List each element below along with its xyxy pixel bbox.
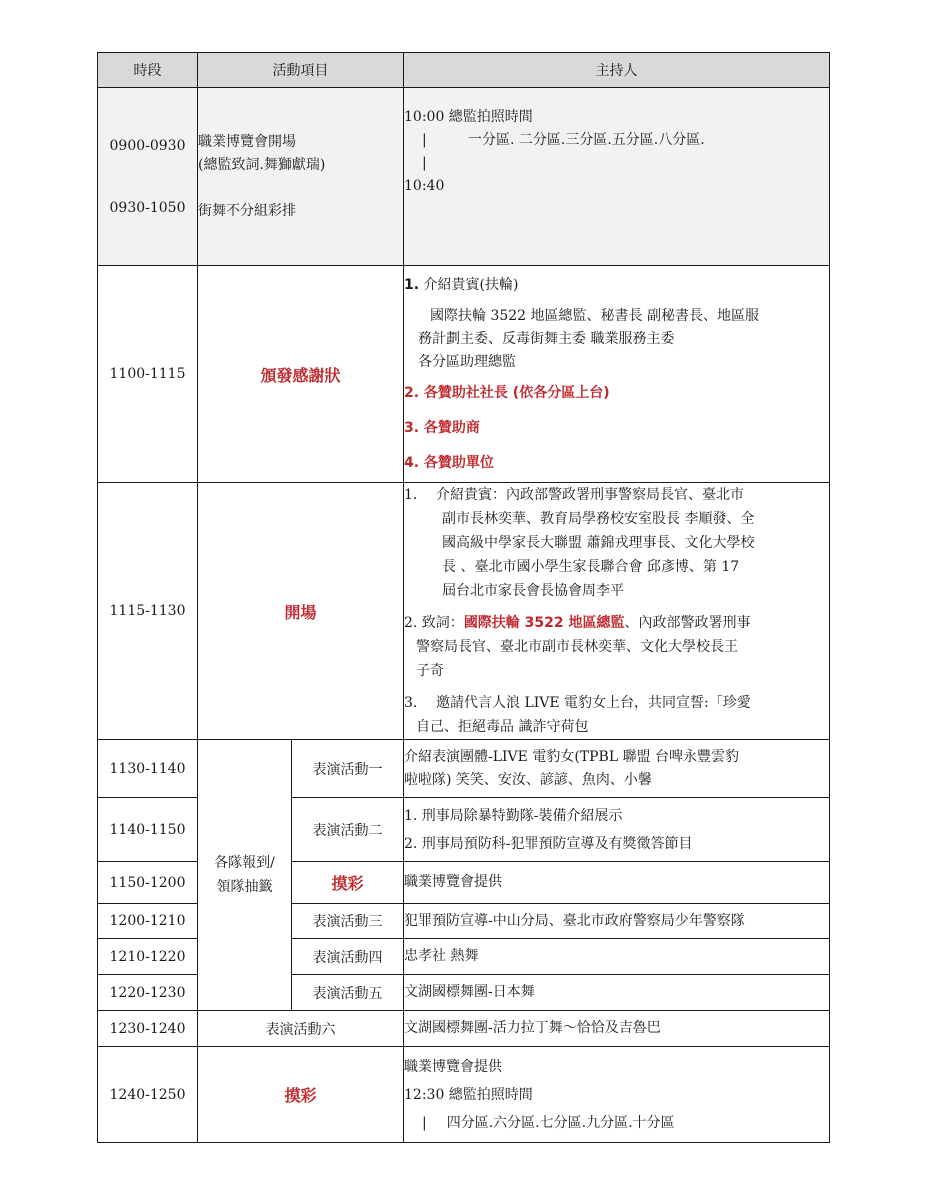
text: 介紹貴賓：內政部警政署刑事警察局長官、臺北市 — [436, 487, 744, 503]
num: 1. — [404, 276, 420, 293]
sub-activity-raffle: 摸彩 — [292, 862, 404, 904]
host-cell: 職業博覽會提供 — [404, 862, 830, 904]
item-1-line-3: 各分區助理總監 — [418, 353, 516, 370]
item-1-title: 介紹貴賓(扶輪) — [423, 276, 519, 293]
host-line-1: 介紹表演團體-LIVE 電豹女(TPBL 聯盟 台啤永豐雲豹 — [404, 748, 740, 765]
activity-award: 頒發感謝狀 — [198, 266, 404, 483]
para-2-line-1 — [404, 611, 829, 635]
text: 邀請代言人浪 LIVE 電豹女上台，共同宣誓:「珍愛 — [436, 695, 751, 711]
text: 、內政部警政署刑事 — [624, 615, 751, 631]
group-label-1: 各隊報到/ — [214, 855, 275, 871]
host-cell — [404, 483, 830, 740]
group-label-2: 領隊抽籤 — [216, 879, 273, 895]
host-end-time: 10:40 — [404, 178, 445, 194]
time-1200: 1200-1210 — [98, 904, 198, 939]
schedule-table — [97, 52, 830, 1143]
activity-opening-ceremony: 開場 — [198, 483, 404, 740]
header-row — [98, 53, 830, 88]
para-2-line-2: 警察局長官、臺北市副市長林奕華、文化大學校長王 — [416, 639, 738, 655]
time-1210: 1210-1220 — [98, 939, 198, 975]
item-1 — [404, 274, 829, 297]
divider-bar: | — [422, 1114, 427, 1131]
spacer — [404, 683, 829, 691]
host-cell: 文湖國標舞團-活力拉丁舞～恰恰及吉魯巴 — [404, 1011, 830, 1047]
host-cell — [404, 266, 830, 483]
host-line-2: 啦啦隊) 笑笑、安汝、諺諺、魚肉、小馨 — [404, 771, 652, 788]
num: 1. — [404, 487, 418, 503]
item-1-line-2: 務計劃主委、反毒街舞主委 職業服務主委 — [418, 330, 675, 347]
header-time: 時段 — [98, 53, 198, 88]
host-line-3 — [404, 1109, 829, 1137]
districts-text: 一分區. 二分區.三分區.五分區.八分區. — [468, 132, 705, 148]
sub-activity-5: 表演活動五 — [292, 975, 404, 1011]
time-0930: 0930-1050 — [109, 199, 186, 216]
sub-activity-4: 表演活動四 — [292, 939, 404, 975]
para-3-line-1 — [404, 691, 829, 715]
sub-activity-2: 表演活動二 — [292, 798, 404, 862]
time-1140: 1140-1150 — [98, 798, 198, 862]
host-cell: 犯罪預防宣導-中山分局、臺北市政府警察局少年警察隊 — [404, 904, 830, 939]
row-1100 — [98, 266, 830, 483]
group-checkin-cell — [198, 740, 292, 1011]
activity-rehearsal: 街舞不分組彩排 — [198, 202, 296, 219]
host-cell: 忠孝社 熱舞 — [404, 939, 830, 975]
host-cell — [404, 88, 830, 266]
row-1115 — [98, 483, 830, 740]
para-1-line-1 — [404, 483, 829, 507]
sub-activity-3: 表演活動三 — [292, 904, 404, 939]
header-host: 主持人 — [404, 53, 830, 88]
item-4: 4. 各贊助單位 — [404, 454, 494, 471]
spacer — [404, 297, 829, 305]
red-text: 國際扶輪 3522 地區總監 — [463, 615, 625, 631]
spacer — [404, 440, 829, 452]
host-cell: 文湖國標舞團-日本舞 — [404, 975, 830, 1011]
item-3: 3. 各贊助商 — [404, 419, 480, 436]
text: 2. 致詞： — [404, 615, 464, 631]
item-2: 2. 各贊助社社長 (依各分區上台) — [404, 384, 610, 401]
row-0900 — [98, 88, 830, 266]
activity-opening-detail: (總監致詞.舞獅獻瑞) — [198, 156, 326, 173]
row-1240 — [98, 1047, 830, 1143]
time-1240: 1240-1250 — [98, 1047, 198, 1143]
host-line-2: 12:30 總監拍照時間 — [404, 1086, 533, 1103]
activity-opening: 職業博覽會開場 — [198, 133, 296, 150]
spacer — [404, 374, 829, 382]
spacer — [198, 177, 403, 200]
item-1-line-1: 國際扶輪 3522 地區總監、秘書長 副秘書長、地區服 — [430, 307, 759, 324]
para-3-line-2: 自己、拒絕毒品 識詐守荷包 — [416, 719, 589, 735]
para-1-line-2: 副市長林奕華、教育局學務校安室股長 李順發、全 — [442, 511, 755, 527]
row-1130 — [98, 740, 830, 798]
sub-activity-1: 表演活動一 — [292, 740, 404, 798]
para-1-line-4: 長 、臺北市國小學生家長聯合會 邱彥博、第 17 — [442, 559, 740, 575]
divider-bar: | — [422, 155, 427, 171]
host-cell — [404, 740, 830, 798]
host-cell — [404, 798, 830, 862]
districts-text: 四分區.六分區.七分區.九分區.十分區 — [446, 1114, 675, 1131]
activity-cell — [198, 88, 404, 266]
time-cell — [98, 88, 198, 266]
row-1230 — [98, 1011, 830, 1047]
header-activity: 活動項目 — [198, 53, 404, 88]
host-photo-time: 10:00 總監拍照時間 — [404, 109, 533, 125]
activity-6: 表演活動六 — [198, 1011, 404, 1047]
host-districts — [404, 129, 829, 152]
host-line-1: 職業博覽會提供 — [404, 1058, 502, 1075]
host-line-1: 1. 刑事局除暴特勤隊-裝備介紹展示 — [404, 807, 623, 824]
spacer — [98, 154, 197, 200]
time-0900: 0900-0930 — [109, 137, 186, 154]
spacer — [404, 603, 829, 611]
host-line-2: 2. 刑事局預防科-犯罪預防宣導及有獎徵答節目 — [404, 835, 693, 852]
time-1150: 1150-1200 — [98, 862, 198, 904]
activity-raffle: 摸彩 — [198, 1047, 404, 1143]
time-1100: 1100-1115 — [98, 266, 198, 483]
para-2-line-3: 子奇 — [416, 663, 444, 679]
time-1220: 1220-1230 — [98, 975, 198, 1011]
para-1-line-3: 國高級中學家長大聯盟 蕭錦戎理事長、文化大學校 — [442, 535, 755, 551]
host-cell — [404, 1047, 830, 1143]
spacer — [404, 405, 829, 417]
para-1-line-5: 屆台北市家長會長協會周李平 — [442, 583, 624, 599]
time-1230: 1230-1240 — [98, 1011, 198, 1047]
divider-bar: | — [422, 132, 427, 148]
time-1130: 1130-1140 — [98, 740, 198, 798]
num: 3. — [404, 695, 418, 711]
time-1115: 1115-1130 — [98, 483, 198, 740]
